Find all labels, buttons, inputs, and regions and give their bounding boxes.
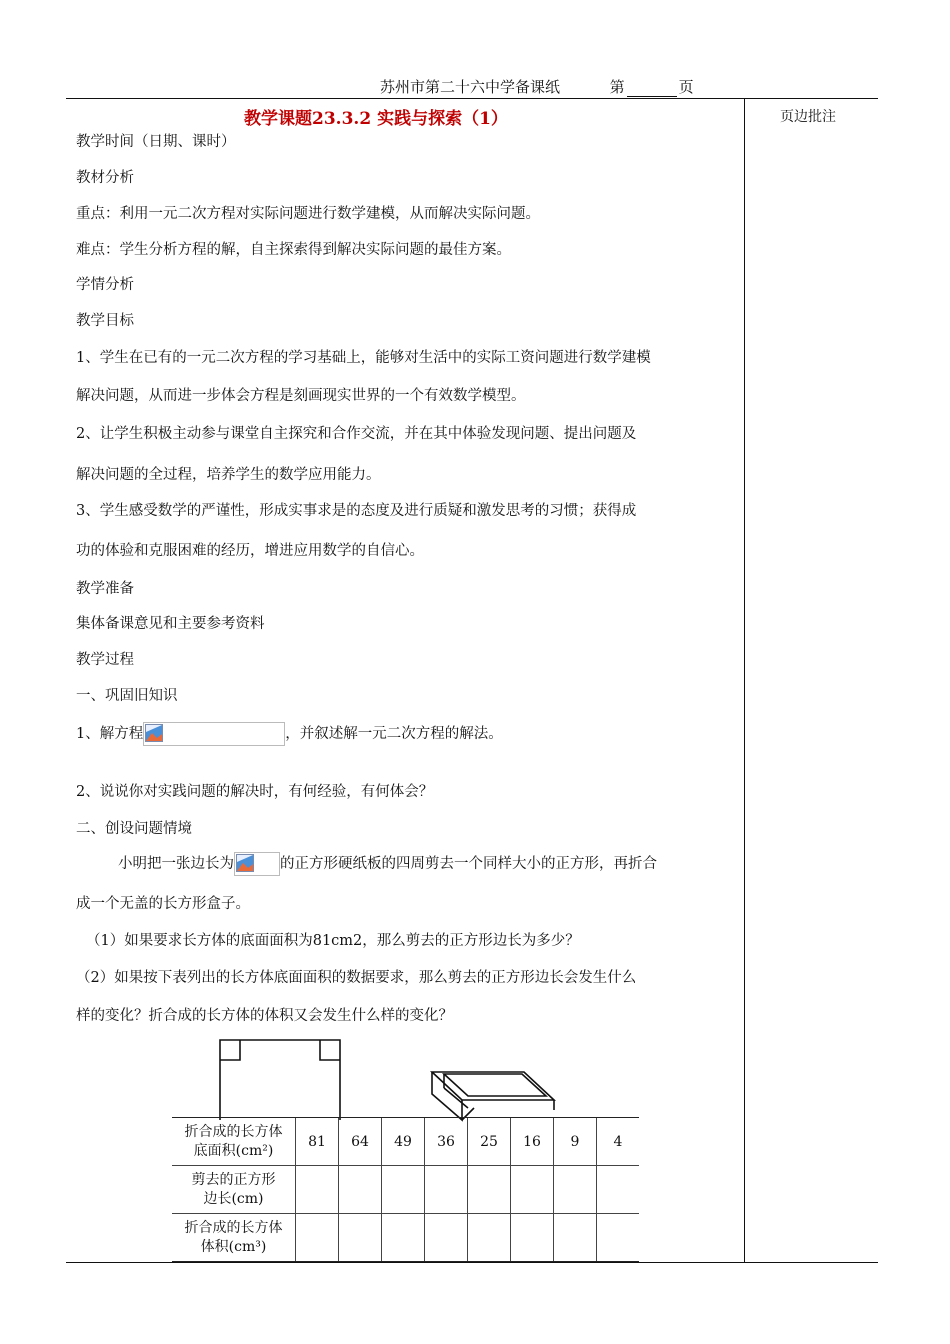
table-row bbox=[172, 1214, 639, 1262]
row-label-line: 边长(cm) bbox=[203, 1190, 264, 1207]
margin-divider bbox=[744, 98, 745, 1262]
page-suffix: 页 bbox=[678, 78, 694, 96]
table-row bbox=[172, 1118, 639, 1166]
table-cell[interactable] bbox=[425, 1166, 468, 1214]
table-cell: 49 bbox=[382, 1118, 425, 1166]
top-rule bbox=[66, 98, 878, 99]
table-cell: 81 bbox=[296, 1118, 339, 1166]
row-label-line: 体积(cm³) bbox=[200, 1238, 267, 1255]
student-analysis: 学情分析 bbox=[76, 277, 134, 293]
table-cell[interactable] bbox=[511, 1166, 554, 1214]
margin-notes-label: 页边批注 bbox=[780, 109, 836, 125]
question-1-suffix: ，并叙述解一元二次方程的解法。 bbox=[285, 726, 503, 742]
difficulty-point: 难点：学生分析方程的解，自主探索得到解决实际问题的最佳方案。 bbox=[76, 242, 511, 258]
problem-suffix: 的正方形硬纸板的四周剪去一个同样大小的正方形，再折合 bbox=[280, 856, 657, 872]
page-header bbox=[380, 76, 694, 97]
table-cell[interactable] bbox=[382, 1214, 425, 1262]
table-cell: 25 bbox=[468, 1118, 511, 1166]
key-point: 重点：利用一元二次方程对实际问题进行数学建模，从而解决实际问题。 bbox=[76, 206, 540, 222]
subquestion-2-line-2: 样的变化？折合成的长方体的体积又会发生什么样的变化？ bbox=[76, 1008, 453, 1024]
goal-2-line-1: 2、让学生积极主动参与课堂自主探究和合作交流，并在其中体验发现问题、提出问题及 bbox=[76, 426, 637, 442]
teaching-prep: 教学准备 bbox=[76, 581, 134, 597]
bottom-rule bbox=[66, 1262, 878, 1263]
table-cell[interactable] bbox=[339, 1214, 382, 1262]
goal-1-line-1: 1、学生在已有的一元二次方程的学习基础上，能够对生活中的实际工资问题进行数学建模 bbox=[76, 350, 651, 366]
lesson-title: 教学课题23.3.2 实践与探索（1） bbox=[244, 109, 508, 129]
table-cell[interactable] bbox=[468, 1214, 511, 1262]
row-label-line: 底面积(cm²) bbox=[193, 1142, 274, 1159]
table-cell[interactable] bbox=[468, 1166, 511, 1214]
goal-2-line-2: 解决问题的全过程，培养学生的数学应用能力。 bbox=[76, 467, 381, 483]
image-placeholder-icon bbox=[145, 724, 163, 742]
side-length-image bbox=[234, 852, 280, 876]
question-2: 2、说说你对实践问题的解决时，有何经验，有何体会？ bbox=[76, 784, 434, 800]
table-cell: 16 bbox=[511, 1118, 554, 1166]
open-box-figure bbox=[424, 1070, 564, 1122]
school-name: 苏州市第二十六中学备课纸 bbox=[380, 78, 561, 96]
page-number-blank[interactable] bbox=[627, 82, 677, 97]
table-cell[interactable] bbox=[511, 1214, 554, 1262]
section-2-heading: 二、创设问题情境 bbox=[76, 821, 192, 837]
table-cell[interactable] bbox=[597, 1166, 640, 1214]
material-analysis: 教材分析 bbox=[76, 170, 134, 186]
section-1-heading: 一、巩固旧知识 bbox=[76, 688, 178, 704]
prep-detail: 集体备课意见和主要参考资料 bbox=[76, 616, 265, 632]
row-label-line: 折合成的长方体 bbox=[184, 1219, 283, 1236]
image-placeholder-icon bbox=[236, 854, 254, 872]
goal-3-line-2: 功的体验和克服困难的经历，增进应用数学的自信心。 bbox=[76, 543, 424, 559]
table-cell: 36 bbox=[425, 1118, 468, 1166]
table-cell[interactable] bbox=[597, 1214, 640, 1262]
table-cell[interactable] bbox=[425, 1214, 468, 1262]
table-cell[interactable] bbox=[339, 1166, 382, 1214]
row-label-line: 折合成的长方体 bbox=[184, 1123, 283, 1140]
goal-1-line-2: 解决问题，从而进一步体会方程是刻画现实世界的一个有效数学模型。 bbox=[76, 388, 526, 404]
subquestion-1: （1）如果要求长方体的底面面积为81cm2，那么剪去的正方形边长为多少？ bbox=[86, 933, 580, 949]
subquestion-2-line-1: （2）如果按下表列出的长方体底面面积的数据要求，那么剪去的正方形边长会发生什么 bbox=[76, 970, 637, 986]
problem-prefix: 小明把一张边长为 bbox=[118, 856, 234, 872]
table-cell: 4 bbox=[597, 1118, 640, 1166]
box-data-table bbox=[172, 1117, 639, 1262]
problem-paragraph bbox=[118, 852, 657, 876]
table-cell[interactable] bbox=[296, 1166, 339, 1214]
teaching-goals: 教学目标 bbox=[76, 313, 134, 329]
table-row bbox=[172, 1166, 639, 1214]
table-cell[interactable] bbox=[296, 1214, 339, 1262]
question-1-prefix: 1、解方程 bbox=[76, 726, 144, 742]
question-1 bbox=[76, 722, 503, 746]
problem-line-2: 成一个无盖的长方形盒子。 bbox=[76, 896, 250, 912]
row-label-base-area bbox=[172, 1118, 296, 1166]
cut-cardboard-figure bbox=[210, 1036, 360, 1120]
teaching-process: 教学过程 bbox=[76, 652, 134, 668]
table-cell: 9 bbox=[554, 1118, 597, 1166]
table-cell[interactable] bbox=[554, 1214, 597, 1262]
goal-3-line-1: 3、学生感受数学的严谨性，形成实事求是的态度及进行质疑和激发思考的习惯；获得成 bbox=[76, 503, 637, 519]
page-prefix: 第 bbox=[609, 78, 625, 96]
row-label-volume bbox=[172, 1214, 296, 1262]
table-cell[interactable] bbox=[554, 1166, 597, 1214]
table-cell[interactable] bbox=[382, 1166, 425, 1214]
row-label-cut-side bbox=[172, 1166, 296, 1214]
equation-image bbox=[143, 722, 285, 746]
table-cell: 64 bbox=[339, 1118, 382, 1166]
row-label-line: 剪去的正方形 bbox=[191, 1171, 276, 1188]
teaching-time: 教学时间（日期、课时） bbox=[76, 134, 236, 150]
